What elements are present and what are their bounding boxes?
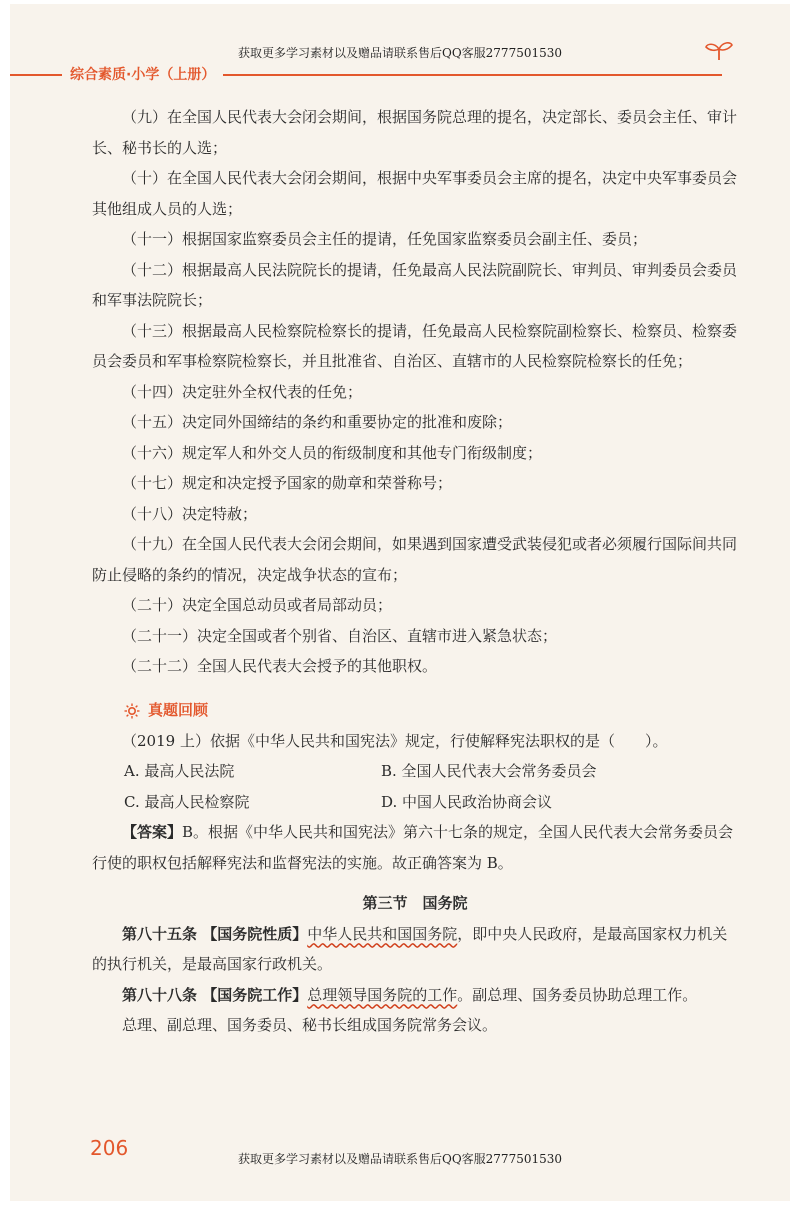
list-item: （十二）根据最高人民法院院长的提请，任免最高人民法院副院长、审判员、审判委员会委员和军事法院院长； — [92, 260, 738, 309]
underlined-text: 总理领导国务院的工作 — [307, 985, 458, 1004]
sun-icon — [124, 703, 140, 719]
article-text: ，即中央人民政府，是最高国家权力机关的执行机关，是最高国家行政机关。 — [92, 924, 728, 973]
underlined-text: 中华人民共和国国务院 — [307, 924, 458, 943]
list-item: （十七）规定和决定授予国家的勋章和荣誉称号； — [122, 474, 453, 492]
answer-text: B。根据《中华人民共和国宪法》第六十七条的规定，全国人民代表大会常务委员会行使的职权包括解释宪法和监督宪法的实施。故正确答案为 B。 — [92, 823, 734, 872]
option-d: D. 中国人民政治协商会议 — [381, 792, 553, 811]
list-item: （十四）决定驻外全权代表的任免； — [122, 382, 363, 401]
answer-options — [92, 756, 738, 817]
list-item: （十五）决定同外国缔结的条约和重要协定的批准和废除； — [122, 413, 513, 431]
section-title: 第三节 国务院 — [362, 894, 468, 912]
option-a: A. 最高人民法院 — [124, 762, 235, 780]
top-watermark: 获取更多学习素材以及赠品请联系售后QQ客服2777501530 — [237, 46, 563, 60]
article-85 — [92, 919, 738, 980]
list-item: （十一）根据国家监察委员会主任的提请，任免国家监察委员会副主任、委员； — [122, 230, 648, 248]
answer-paragraph — [92, 817, 738, 878]
list-item: （二十二）全国人民代表大会授予的其他职权。 — [122, 657, 438, 675]
sprout-icon — [704, 38, 734, 62]
article-label: 第八十五条 【国务院性质】 — [122, 924, 308, 943]
review-heading — [92, 696, 738, 726]
page-number: 206 — [90, 1136, 129, 1160]
list-item: （九）在全国人民代表大会闭会期间，根据国务院总理的提名，决定部长、委员会主任、审计长、秘书长的人选； — [92, 108, 738, 157]
textbook-page — [10, 4, 790, 1201]
closing-paragraph: 总理、副总理、国务委员、秘书长组成国务院常务会议。 — [122, 1016, 498, 1034]
list-item: （二十）决定全国总动员或者局部动员； — [122, 596, 393, 614]
bottom-watermark: 获取更多学习素材以及赠品请联系售后QQ客服2777501530 — [237, 1152, 563, 1166]
list-item: （十）在全国人民代表大会闭会期间，根据中央军事委员会主席的提名，决定中央军事委员会其他组成人员的人选； — [92, 169, 738, 218]
option-b: B. 全国人民代表大会常务委员会 — [381, 762, 597, 780]
answer-label: 【答案】 — [122, 823, 183, 841]
list-item: （十八）决定特赦； — [122, 504, 258, 523]
article-text: 。副总理、国务委员协助总理工作。 — [457, 985, 698, 1004]
list-item: （十九）在全国人民代表大会闭会期间，如果遇到国家遭受武装侵犯或者必须履行国际间共同防止侵略的条约的情况，决定战争状态的宣布； — [92, 535, 738, 584]
list-item: （十六）规定军人和外交人员的衔级制度和其他专门衔级制度； — [122, 443, 543, 462]
page-content — [92, 102, 738, 1041]
header-band — [10, 64, 790, 90]
list-item: （十三）根据最高人民检察院检察长的提请，任免最高人民检察院副检察长、检察员、检察委员会委员和军事检察院检察长，并且批准省、自治区、直辖市的人民检察院检察长的任免； — [92, 321, 738, 370]
running-header-title: 综合素质·小学（上册） — [62, 64, 223, 86]
option-c: C. 最高人民检察院 — [124, 792, 250, 811]
review-question: （2019 上）依据《中华人民共和国宪法》规定，行使解释宪法职权的是（ ）。 — [122, 731, 668, 750]
article-label: 第八十八条 【国务院工作】 — [122, 985, 308, 1004]
list-item: （二十一）决定全国或者个别省、自治区、直辖市进入紧急状态； — [122, 626, 558, 645]
review-heading-text: 真题回顾 — [148, 701, 209, 720]
article-88 — [92, 980, 738, 1011]
